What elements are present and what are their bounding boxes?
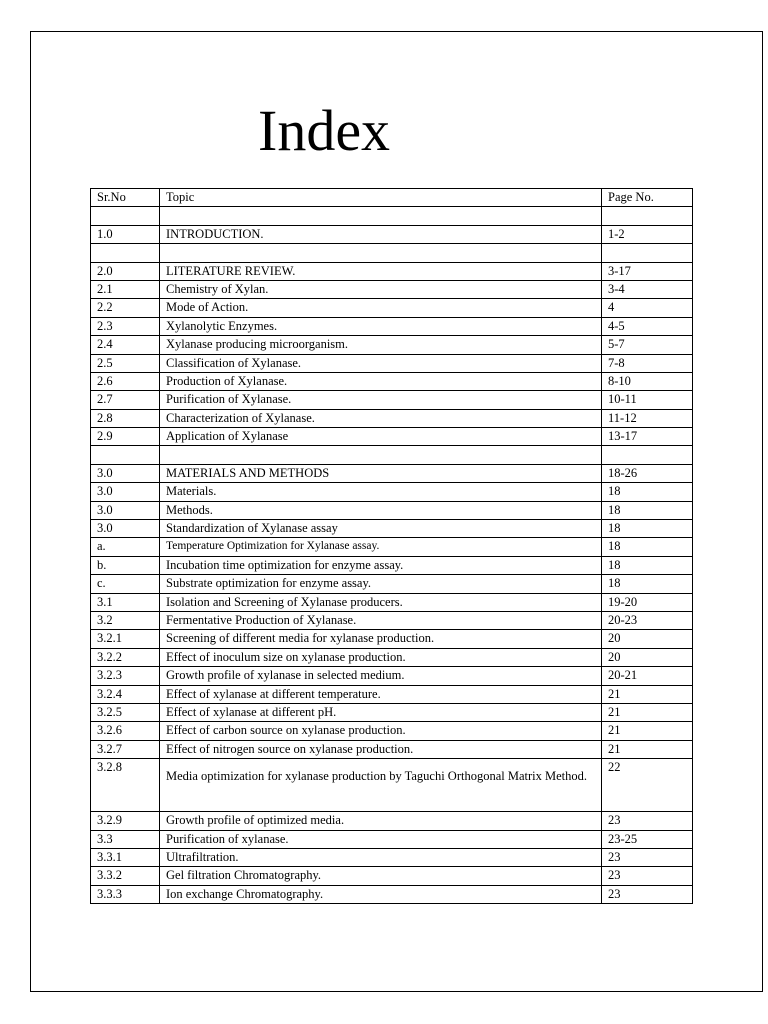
row-sr-no: 3.3.3 [91, 885, 160, 903]
column-header-sr-no: Sr.No [91, 189, 160, 207]
row-page-no: 18 [602, 483, 693, 501]
row-page-no [602, 207, 693, 225]
row-sr-no: 3.2.8 [91, 759, 160, 812]
row-page-no: 3-4 [602, 280, 693, 298]
table-row [91, 262, 693, 280]
row-sr-no: 3.0 [91, 464, 160, 482]
row-sr-no: 2.9 [91, 428, 160, 446]
table-row [91, 575, 693, 593]
row-topic: Substrate optimization for enzyme assay. [160, 575, 602, 593]
row-page-no: 1-2 [602, 225, 693, 243]
table-row [91, 464, 693, 482]
row-page-no: 18-26 [602, 464, 693, 482]
row-sr-no: 3.2.7 [91, 740, 160, 758]
row-topic: Effect of inoculum size on xylanase production. [160, 648, 602, 666]
table-body [91, 207, 693, 904]
row-page-no: 5-7 [602, 336, 693, 354]
table-row [91, 722, 693, 740]
row-topic: Standardization of Xylanase assay [160, 520, 602, 538]
row-topic: Temperature Optimization for Xylanase assay. [160, 538, 602, 556]
row-topic: Chemistry of Xylan. [160, 280, 602, 298]
table-row [91, 409, 693, 427]
row-topic: Classification of Xylanase. [160, 354, 602, 372]
table-row [91, 428, 693, 446]
row-sr-no: 3.0 [91, 483, 160, 501]
table-row [91, 848, 693, 866]
row-sr-no [91, 446, 160, 464]
row-sr-no: 2.3 [91, 317, 160, 335]
table-row [91, 207, 693, 225]
row-sr-no: 3.2.6 [91, 722, 160, 740]
row-sr-no: 3.3 [91, 830, 160, 848]
table-header-row [91, 189, 693, 207]
row-sr-no: a. [91, 538, 160, 556]
table-row [91, 867, 693, 885]
page-title: Index [258, 98, 391, 163]
table-row [91, 538, 693, 556]
row-sr-no: 2.1 [91, 280, 160, 298]
table-row [91, 703, 693, 721]
table-row [91, 667, 693, 685]
row-sr-no: c. [91, 575, 160, 593]
row-topic: Isolation and Screening of Xylanase producers. [160, 593, 602, 611]
table-row [91, 354, 693, 372]
row-sr-no: 2.4 [91, 336, 160, 354]
table-row [91, 885, 693, 903]
row-page-no [602, 244, 693, 262]
row-page-no: 20 [602, 630, 693, 648]
table-row [91, 830, 693, 848]
table-row [91, 685, 693, 703]
table-row [91, 648, 693, 666]
column-header-page-no: Page No. [602, 189, 693, 207]
row-page-no: 23-25 [602, 830, 693, 848]
row-page-no: 20 [602, 648, 693, 666]
row-page-no [602, 446, 693, 464]
table-row [91, 501, 693, 519]
row-page-no: 18 [602, 575, 693, 593]
row-sr-no: 2.6 [91, 372, 160, 390]
row-page-no: 23 [602, 848, 693, 866]
row-topic: Effect of carbon source on xylanase production. [160, 722, 602, 740]
row-topic: Purification of xylanase. [160, 830, 602, 848]
column-header-topic: Topic [160, 189, 602, 207]
row-page-no: 18 [602, 538, 693, 556]
table-row [91, 759, 693, 812]
row-page-no: 21 [602, 685, 693, 703]
row-page-no: 20-23 [602, 611, 693, 629]
row-page-no: 18 [602, 520, 693, 538]
row-page-no: 23 [602, 885, 693, 903]
table-row [91, 556, 693, 574]
row-page-no: 10-11 [602, 391, 693, 409]
row-topic: Growth profile of xylanase in selected medium. [160, 667, 602, 685]
row-topic [160, 244, 602, 262]
row-page-no: 13-17 [602, 428, 693, 446]
row-page-no: 19-20 [602, 593, 693, 611]
row-sr-no: 3.0 [91, 501, 160, 519]
table-row [91, 244, 693, 262]
row-topic: Effect of nitrogen source on xylanase production. [160, 740, 602, 758]
row-sr-no: 3.1 [91, 593, 160, 611]
row-page-no: 4-5 [602, 317, 693, 335]
row-sr-no: 2.0 [91, 262, 160, 280]
table-row [91, 740, 693, 758]
row-topic: Fermentative Production of Xylanase. [160, 611, 602, 629]
row-page-no: 18 [602, 501, 693, 519]
row-topic: Ion exchange Chromatography. [160, 885, 602, 903]
row-topic: Effect of xylanase at different pH. [160, 703, 602, 721]
table-row [91, 280, 693, 298]
row-topic [160, 446, 602, 464]
row-page-no: 8-10 [602, 372, 693, 390]
row-sr-no: 2.5 [91, 354, 160, 372]
row-topic: Materials. [160, 483, 602, 501]
row-sr-no: 3.3.1 [91, 848, 160, 866]
row-page-no: 11-12 [602, 409, 693, 427]
row-topic: Production of Xylanase. [160, 372, 602, 390]
row-sr-no: 3.2.4 [91, 685, 160, 703]
row-sr-no: 2.2 [91, 299, 160, 317]
row-sr-no: b. [91, 556, 160, 574]
table-row [91, 446, 693, 464]
row-topic: Gel filtration Chromatography. [160, 867, 602, 885]
row-sr-no: 3.2.2 [91, 648, 160, 666]
table-row [91, 225, 693, 243]
row-topic: Incubation time optimization for enzyme assay. [160, 556, 602, 574]
row-topic: MATERIALS AND METHODS [160, 464, 602, 482]
row-topic: Media optimization for xylanase production by Taguchi Orthogonal Matrix Method. [160, 759, 602, 812]
row-topic: Application of Xylanase [160, 428, 602, 446]
row-topic: Xylanase producing microorganism. [160, 336, 602, 354]
row-sr-no: 3.2.9 [91, 812, 160, 830]
row-page-no: 21 [602, 722, 693, 740]
table-row [91, 630, 693, 648]
row-sr-no: 3.2.1 [91, 630, 160, 648]
row-page-no: 20-21 [602, 667, 693, 685]
row-sr-no: 3.3.2 [91, 867, 160, 885]
row-page-no: 4 [602, 299, 693, 317]
row-topic: Screening of different media for xylanase production. [160, 630, 602, 648]
table-row [91, 812, 693, 830]
table-row [91, 483, 693, 501]
row-topic: Purification of Xylanase. [160, 391, 602, 409]
table-row [91, 317, 693, 335]
table-row [91, 299, 693, 317]
row-page-no: 21 [602, 740, 693, 758]
table-row [91, 593, 693, 611]
table-row [91, 611, 693, 629]
row-sr-no: 3.2 [91, 611, 160, 629]
row-topic: Ultrafiltration. [160, 848, 602, 866]
row-sr-no [91, 207, 160, 225]
row-topic: Xylanolytic Enzymes. [160, 317, 602, 335]
row-topic [160, 207, 602, 225]
row-topic: INTRODUCTION. [160, 225, 602, 243]
row-sr-no: 2.7 [91, 391, 160, 409]
row-sr-no: 3.2.5 [91, 703, 160, 721]
row-topic: LITERATURE REVIEW. [160, 262, 602, 280]
row-topic: Effect of xylanase at different temperature. [160, 685, 602, 703]
row-page-no: 22 [602, 759, 693, 812]
row-sr-no: 3.0 [91, 520, 160, 538]
row-page-no: 7-8 [602, 354, 693, 372]
index-table [90, 188, 693, 904]
table-row [91, 391, 693, 409]
row-topic: Growth profile of optimized media. [160, 812, 602, 830]
row-page-no: 21 [602, 703, 693, 721]
row-topic: Methods. [160, 501, 602, 519]
row-page-no: 18 [602, 556, 693, 574]
row-sr-no: 3.2.3 [91, 667, 160, 685]
table-row [91, 336, 693, 354]
row-page-no: 23 [602, 867, 693, 885]
row-page-no: 3-17 [602, 262, 693, 280]
table-row [91, 372, 693, 390]
row-sr-no: 1.0 [91, 225, 160, 243]
row-sr-no: 2.8 [91, 409, 160, 427]
table-row [91, 520, 693, 538]
row-page-no: 23 [602, 812, 693, 830]
row-topic: Mode of Action. [160, 299, 602, 317]
row-topic: Characterization of Xylanase. [160, 409, 602, 427]
row-sr-no [91, 244, 160, 262]
